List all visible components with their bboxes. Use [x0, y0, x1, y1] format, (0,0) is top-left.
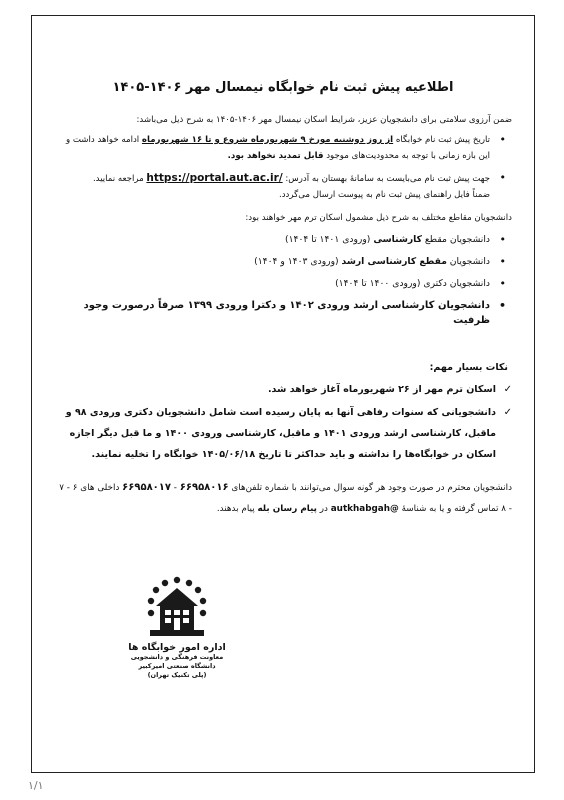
level-text: دانشجویان دکتری — [423, 278, 490, 289]
levels-list — [54, 232, 512, 328]
page-title: اطلاعیه پیش ثبت نام خوابگاه نیمسال مهر ۱۴۰۶-۱۴۰۵ — [112, 80, 454, 95]
level-text: دانشجویان مقطع — [421, 234, 490, 245]
note-item — [54, 402, 512, 465]
level-years: (ورودی ۱۴۰۰ تا ۱۴۰۴) — [335, 278, 424, 289]
contact-text-2: داخلی های ۶ - ۷ - ۸ تماس گرفته و یا به شناسهٔ — [59, 483, 512, 514]
no-extension-note: قابل تمدید نخواهد بود. — [227, 151, 324, 161]
messenger-name: پیام رسان بله — [257, 504, 317, 514]
level-years: (ورودی ۱۴۰۳ و ۱۴۰۴) — [254, 256, 342, 267]
level-item — [54, 276, 512, 291]
level-bold: مقطع کارشناسی ارشد — [341, 256, 447, 267]
contact-text-3: در — [316, 504, 331, 514]
portal-text: جهت پیش ثبت نام می‌بایست به سامانهٔ بهستان به آدرس: — [282, 174, 490, 184]
level-item — [54, 298, 512, 328]
dates-text: تاریخ پیش ثبت نام خوابگاه — [393, 135, 490, 145]
contact-info — [54, 477, 512, 520]
messenger-handle[interactable]: @autkhabgah — [330, 504, 399, 514]
level-bold: کارشناسی — [373, 234, 422, 245]
dates-text-2: ادامه خواهد داشت و این بازه زمانی با توجه به محدودیت‌های موجود — [65, 135, 490, 161]
logo-subtitle: معاونت فرهنگی و دانشجویی — [130, 653, 224, 661]
note-item — [54, 379, 512, 400]
contact-text: دانشجویان محترم در صورت وجود هر گونه سوال می‌توانند با شماره تلفن‌های — [228, 483, 512, 493]
note-text: اسکان ترم مهر از ۲۶ شهریورماه آغاز خواهد شد. — [267, 384, 496, 395]
dormitory-logo-icon — [146, 576, 208, 640]
document-body — [32, 16, 534, 772]
logo-title: اداره امور خوابگاه ها — [128, 642, 226, 653]
logo-university: دانشگاه صنعتی امیرکبیر — [138, 662, 216, 670]
intro-text: ضمن آرزوی سلامتی برای دانشجویان عزیز، شرایط اسکان نیمسال مهر ۱۴۰۶-۱۴۰۵ به شرح ذیل می‌باشد: — [136, 115, 512, 125]
notes-title: نکات بسیار مهم: — [429, 362, 508, 373]
info-list — [54, 132, 512, 203]
level-years: (ورودی ۱۴۰۱ تا ۱۴۰۴) — [285, 234, 374, 245]
info-item-dates — [54, 132, 512, 164]
portal-text-2: مراجعه نمایید. — [92, 174, 147, 184]
info-item-portal — [54, 170, 512, 203]
phone-number[interactable]: ۶۶۹۵۸۰۱۷ — [122, 482, 171, 493]
logo-university-alt: (پلی تکنیک تهران) — [147, 671, 207, 679]
guide-attachment-note: ضمناً فایل راهنمای پیش ثبت نام به پیوست ارسال می‌گردد. — [278, 190, 490, 200]
note-text: دانشجویانی که سنوات رفاهی آنها به پایان رسیده است شامل دانشجویان دکتری ورودی ۹۸ و ماقبل، کارشناسی ارشد ورودی ۱۴۰۱ و ماقبل، کارشناسی ورودی ۱۴۰۰ و ما قبل دیگر اجازه اسکان در خوابگاه‌ها را نداشته و باید حداکثر تا تاریخ ۱۴۰۵/۰۶/۱۸ خوابگاه را تخلیه نمایند. — [65, 407, 496, 460]
level-text: دانشجویان — [446, 256, 490, 267]
levels-intro: دانشجویان مقاطع مختلف به شرح ذیل مشمول اسکان ترم مهر خواهند بود: — [245, 213, 512, 223]
dates-range: از روز دوشنبه مورخ ۹ شهریورماه شروع و تا ۱۶ شهریورماه — [141, 135, 394, 145]
notes-list — [54, 379, 512, 465]
office-logo — [122, 576, 232, 680]
level-item — [54, 254, 512, 269]
contact-text-4: پیام بدهند. — [216, 504, 258, 514]
check-icon: ✓ — [503, 384, 512, 395]
phone-separator: - — [170, 483, 177, 493]
check-icon: ✓ — [503, 407, 512, 418]
phone-number[interactable]: ۶۶۹۵۸۰۱۶ — [179, 482, 229, 493]
level-bold: دانشجویان کارشناسی ارشد ورودی ۱۴۰۲ و دکترا ورودی ۱۳۹۹ صرفاً درصورت وجود ظرفیت — [83, 300, 490, 326]
portal-link[interactable]: https://portal.aut.ac.ir/ — [146, 172, 283, 184]
page-frame — [31, 15, 535, 773]
level-item — [54, 232, 512, 247]
page-number: ۱/۱ — [28, 779, 44, 792]
